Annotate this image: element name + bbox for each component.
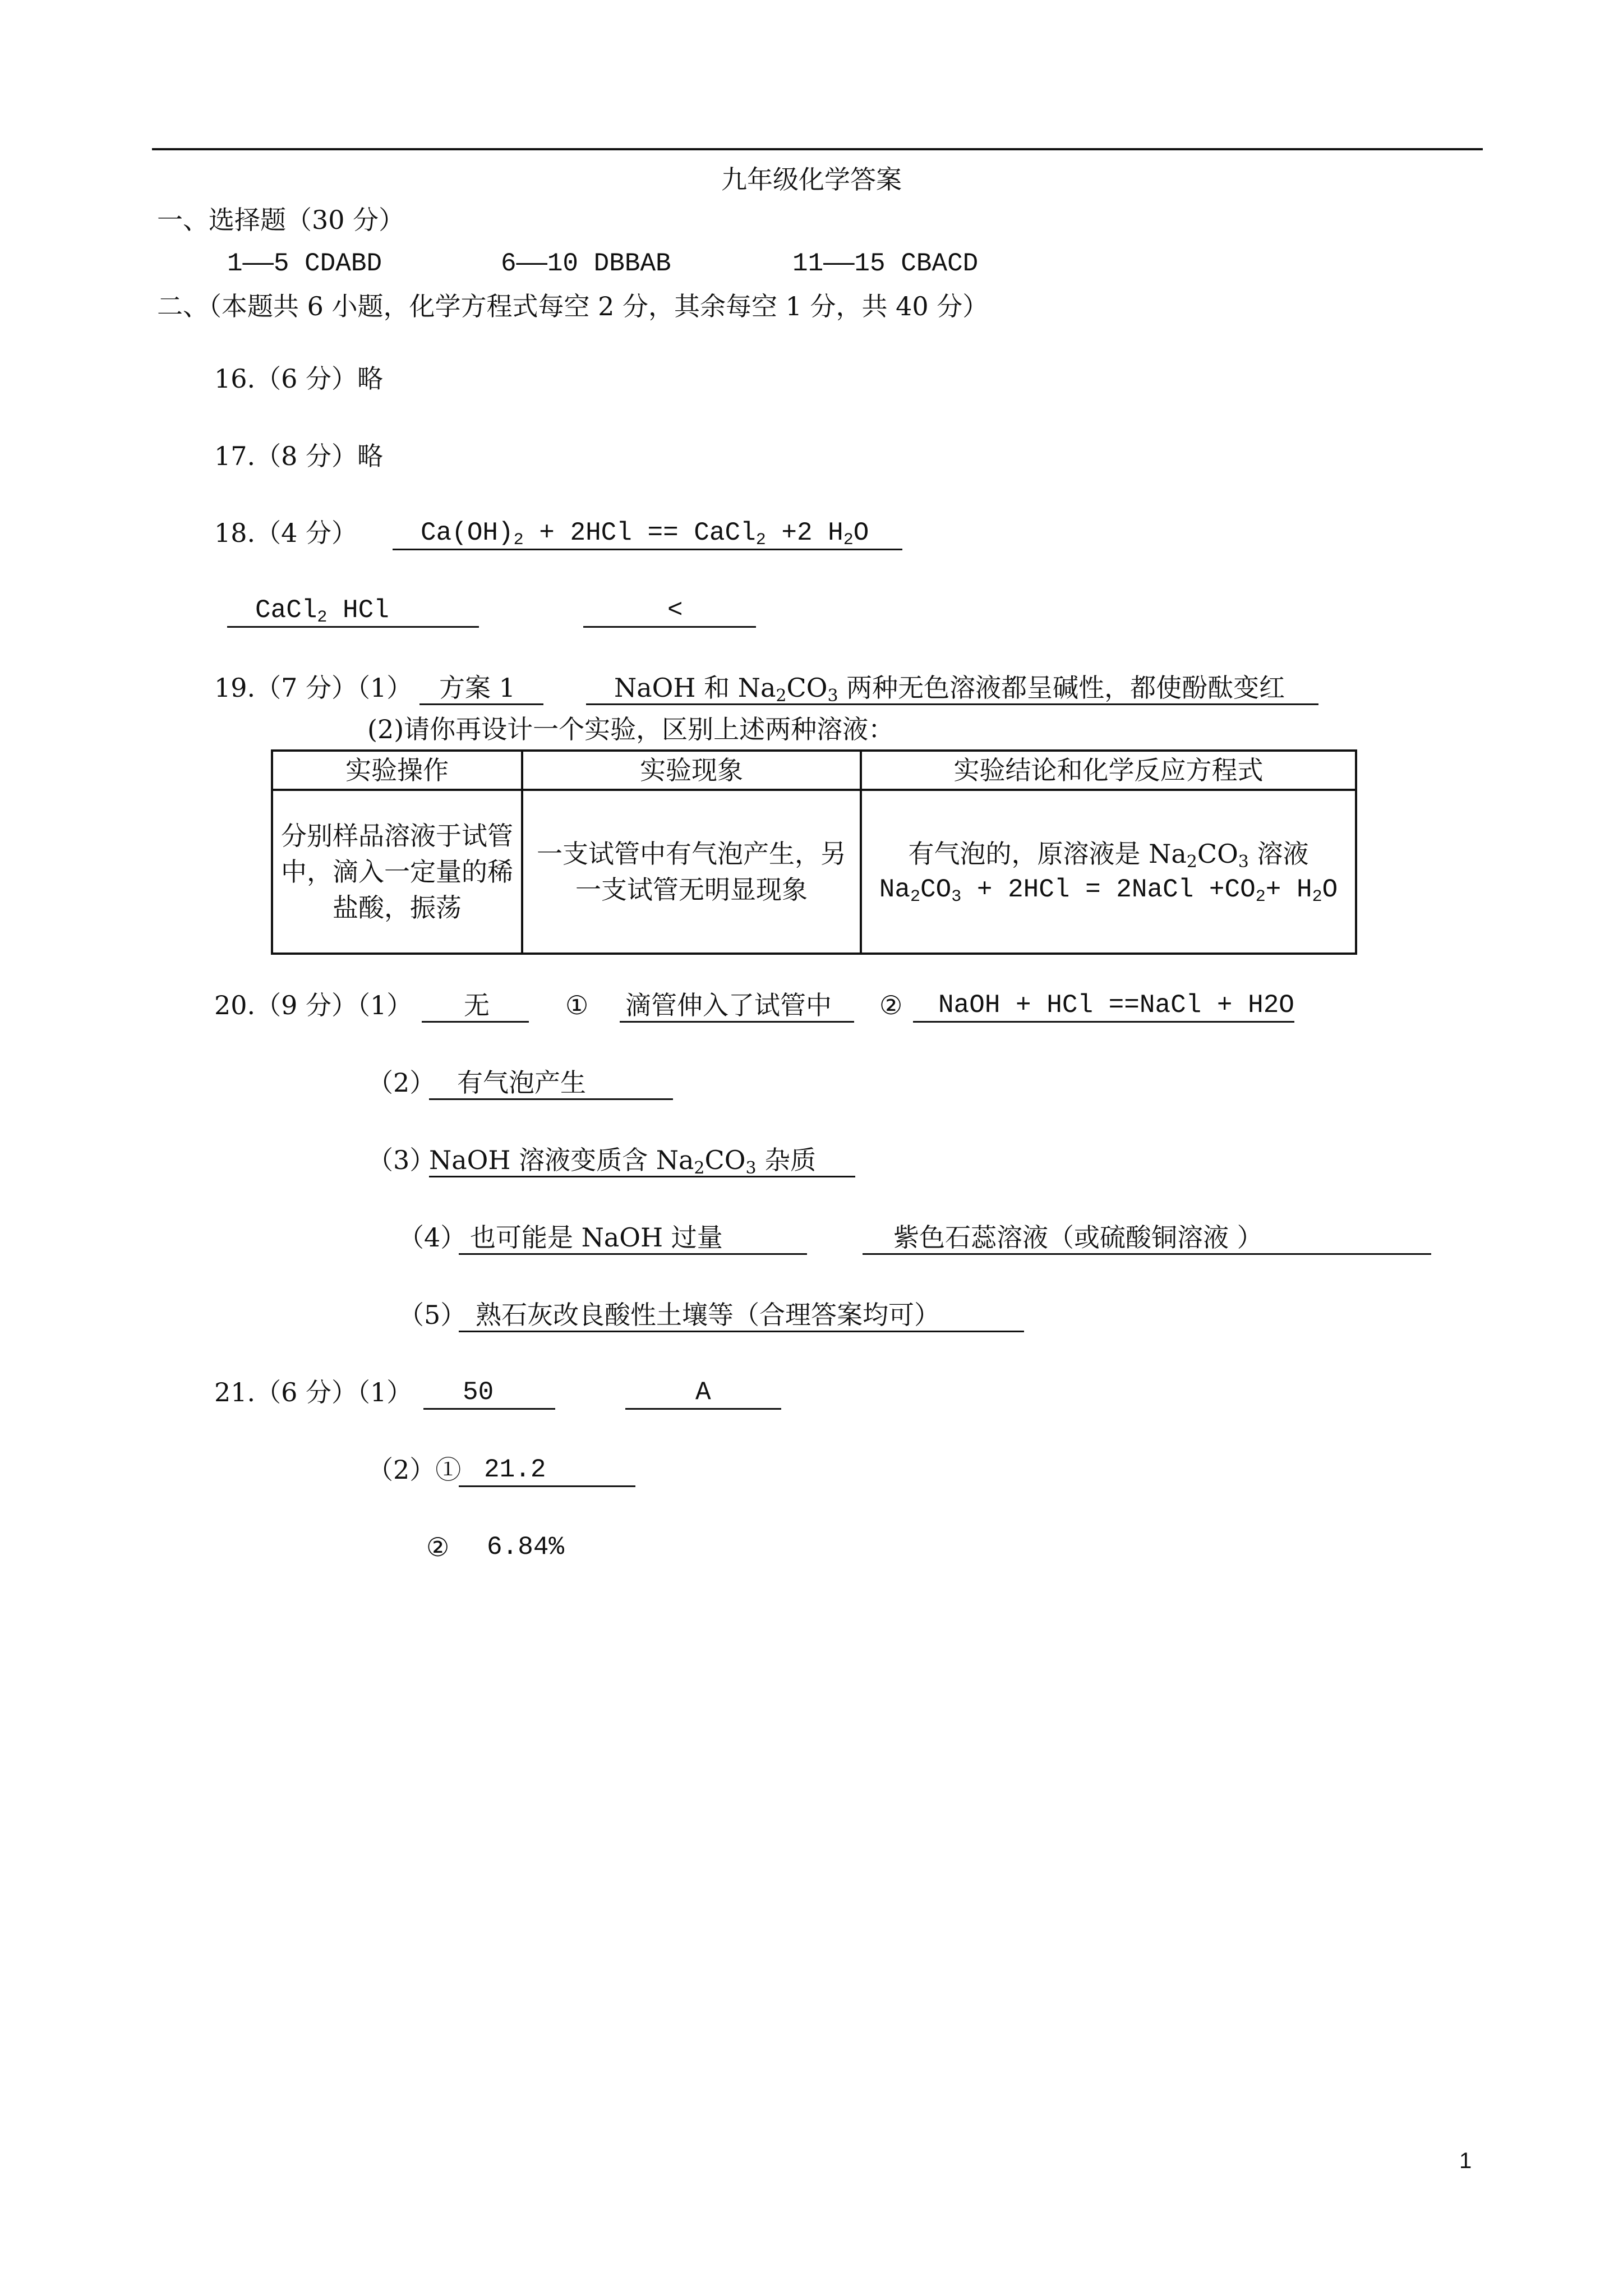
q18-answer-compare: < — [583, 593, 756, 628]
document-title: 九年级化学答案 — [721, 164, 902, 195]
q19-label: 19.（7 分）（1） — [214, 673, 413, 703]
table-row — [272, 790, 1356, 954]
table-header-row — [272, 751, 1356, 790]
q20-circle-2: ② — [879, 990, 903, 1020]
q20-circle-1: ① — [565, 990, 589, 1020]
q18-answer-reactants: CaCl$_2$ HCl — [227, 593, 479, 628]
mc-answers-11-15: 11——15 CBACD — [792, 249, 979, 278]
q21-part2-answer: 21.2 — [459, 1453, 635, 1487]
header-phenomenon: 实验现象 — [522, 751, 861, 790]
q21-answer-2: A — [625, 1375, 781, 1410]
conclusion-text: 有气泡的，原溶液是 $Na_2CO_3$ 溶液 — [908, 839, 1309, 872]
q20-answer-2: 滴管伸入了试管中 — [620, 988, 854, 1023]
page-number: 1 — [1459, 2148, 1472, 2173]
q21-label: 21.（6 分）（1） — [214, 1377, 413, 1407]
q20-part4-answer-1: 也可能是 NaOH 过量 — [459, 1221, 807, 1255]
q20-part5-label: （5） — [398, 1300, 467, 1330]
mc-answers-6-10: 6——10 DBBAB — [501, 249, 671, 278]
q19-subquestion: (2)请你再设计一个实验，区别上述两种溶液： — [367, 714, 895, 744]
q18-equation-answer: $Ca(OH)_2 + 2HCl$ == CaCl$_2$ +2 $H_2O$ — [393, 516, 902, 550]
q18-label: 18.（4 分） — [214, 518, 358, 548]
q20-answer-equation: NaOH + HCl ==NaCl + H2O — [913, 988, 1294, 1023]
q20-part2-answer: 有气泡产生 — [429, 1066, 673, 1100]
experiment-table — [271, 749, 1357, 955]
q17-line: 17.（8 分）略 — [214, 441, 384, 471]
cell-operation: 分别样品溶液于试管中，滴入一定量的稀盐酸，振荡 — [272, 790, 522, 954]
q20-part3-label: （3） — [367, 1145, 436, 1175]
section1-heading: 一、选择题（30 分） — [157, 205, 405, 235]
q20-answer-1: 无 — [422, 988, 529, 1023]
q21-answer-1: 50 — [423, 1375, 555, 1410]
header-operation: 实验操作 — [272, 751, 522, 790]
section2-heading: 二、（本题共 6 小题，化学方程式每空 2 分，其余每空 1 分，共 40 分） — [157, 291, 989, 321]
conclusion-equation: $Na_2CO_3 + 2HCl$ = 2NaCl $+CO_2+ H_2O$ — [879, 875, 1338, 907]
q21-part2-label: （2）① — [367, 1455, 462, 1485]
q19-answer-reason: NaOH 和 $Na_2CO_3$ 两种无色溶液都呈碱性，都使酚酞变红 — [586, 671, 1318, 705]
header-conclusion: 实验结论和化学反应方程式 — [861, 751, 1356, 790]
q21-part2b-circle: ② — [426, 1532, 450, 1562]
cell-conclusion — [861, 790, 1356, 954]
q20-part3-answer: NaOH 溶液变质含 $Na_2CO_3$ 杂质 — [429, 1143, 855, 1177]
q16-line: 16.（6 分）略 — [214, 364, 384, 394]
q20-part5-answer: 熟石灰改良酸性土壤等（合理答案均可） — [459, 1298, 1024, 1332]
q20-part2-label: （2） — [367, 1068, 436, 1098]
q20-part4-label: （4） — [398, 1222, 467, 1253]
q19-answer-plan: 方案 1 — [419, 671, 543, 705]
mc-answers-1-5: 1——5 CDABD — [227, 249, 382, 278]
header-rule — [152, 148, 1483, 150]
q20-label: 20.（9 分）（1） — [214, 990, 413, 1020]
q20-part4-answer-2: 紫色石蕊溶液（或硫酸铜溶液 ） — [863, 1221, 1431, 1255]
q21-part2b-answer: 6.84% — [487, 1533, 565, 1562]
cell-phenomenon: 一支试管中有气泡产生，另一支试管无明显现象 — [522, 790, 861, 954]
